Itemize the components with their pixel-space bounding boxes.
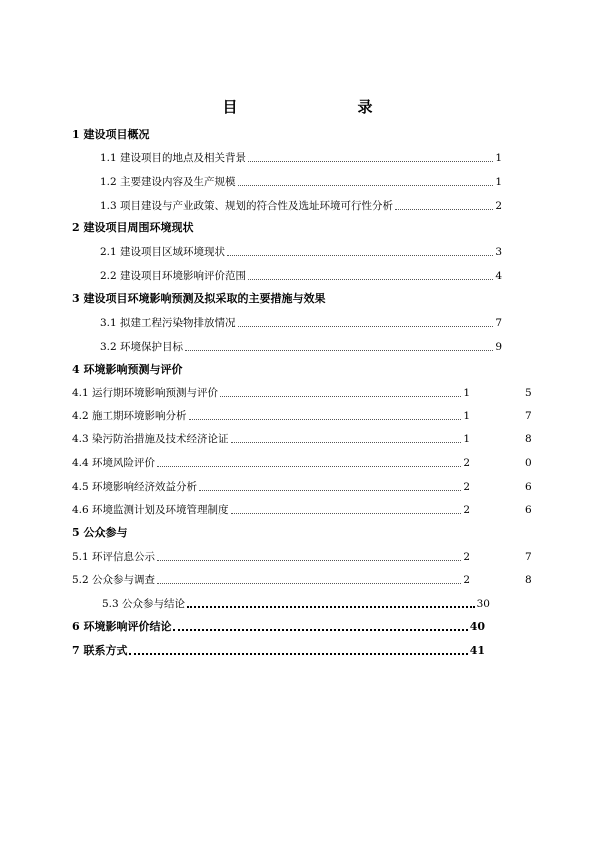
toc-page-number: 2 bbox=[495, 200, 502, 212]
toc-entry-label: 4.1 运行期环境影响预测与评价 bbox=[72, 387, 219, 399]
leader-dots bbox=[157, 559, 461, 561]
toc-entry-5-2[interactable] bbox=[72, 572, 470, 588]
leader-dots bbox=[395, 208, 493, 210]
toc-entry-4-5[interactable] bbox=[72, 479, 470, 495]
toc-title: 目 录 bbox=[222, 98, 403, 116]
leader-dots bbox=[173, 628, 467, 631]
toc-page-number: 2 bbox=[463, 457, 470, 469]
toc-entry-label: 4.4 环境风险评价 bbox=[72, 457, 156, 469]
leader-dots bbox=[248, 160, 493, 162]
toc-entry-label: 1.2 主要建设内容及生产规模 bbox=[100, 176, 236, 188]
toc-page-number: 9 bbox=[495, 341, 502, 353]
toc-entry-label: 1.3 项目建设与产业政策、规划的符合性及选址环境可行性分析 bbox=[100, 200, 394, 212]
toc-heading-5[interactable]: 5 公众参与 bbox=[72, 526, 128, 539]
leader-dots bbox=[231, 512, 462, 514]
toc-page-number: 1 bbox=[495, 152, 502, 164]
toc-entry-2-2[interactable] bbox=[100, 268, 502, 284]
toc-entry-1-1[interactable] bbox=[100, 150, 502, 166]
toc-page-number-part: 8 bbox=[525, 433, 532, 445]
toc-entry-4-1[interactable] bbox=[72, 385, 470, 401]
toc-heading-4[interactable]: 4 环境影响预测与评价 bbox=[72, 363, 183, 376]
toc-entry-4-4[interactable] bbox=[72, 455, 470, 471]
toc-entry-label: 6 环境影响评价结论 bbox=[72, 620, 172, 633]
leader-dots bbox=[129, 652, 467, 655]
toc-entry-label: 1.1 建设项目的地点及相关背景 bbox=[100, 152, 247, 164]
toc-page-number: 7 bbox=[495, 317, 502, 329]
toc-entry-4-6[interactable] bbox=[72, 502, 470, 518]
toc-entry-3-1[interactable] bbox=[100, 315, 502, 331]
toc-heading-6[interactable] bbox=[72, 619, 485, 635]
toc-entry-5-3[interactable] bbox=[102, 596, 490, 612]
leader-dots bbox=[238, 325, 494, 327]
toc-entry-label: 5.2 公众参与调查 bbox=[72, 574, 156, 586]
toc-heading-1[interactable]: 1 建设项目概况 bbox=[72, 128, 150, 141]
toc-entry-4-3[interactable] bbox=[72, 431, 470, 447]
leader-dots bbox=[199, 489, 461, 491]
toc-heading-3[interactable]: 3 建设项目环境影响预测及拟采取的主要措施与效果 bbox=[72, 292, 326, 305]
toc-page-number-part: 0 bbox=[525, 457, 532, 469]
toc-entry-label: 4.3 染污防治措施及技术经济论证 bbox=[72, 433, 229, 445]
toc-page-number-part: 7 bbox=[525, 551, 532, 563]
toc-entry-label: 3.1 拟建工程污染物排放情况 bbox=[100, 317, 236, 329]
toc-entry-4-2[interactable] bbox=[72, 408, 470, 424]
toc-entry-label: 2.1 建设项目区域环境现状 bbox=[100, 246, 226, 258]
leader-dots bbox=[248, 278, 493, 280]
toc-entry-label: 2.2 建设项目环境影响评价范围 bbox=[100, 270, 247, 282]
toc-page-number: 2 bbox=[463, 551, 470, 563]
toc-page-number: 1 bbox=[463, 433, 470, 445]
toc-entry-label: 5.1 环评信息公示 bbox=[72, 551, 156, 563]
toc-entry-1-2[interactable] bbox=[100, 174, 502, 190]
toc-page-number: 41 bbox=[469, 644, 485, 657]
toc-page-number: 1 bbox=[495, 176, 502, 188]
toc-page-number: 2 bbox=[463, 481, 470, 493]
toc-entry-2-1[interactable] bbox=[100, 244, 502, 260]
toc-entry-label: 3.2 环境保护目标 bbox=[100, 341, 184, 353]
toc-page-number-part: 8 bbox=[525, 574, 532, 586]
leader-dots bbox=[185, 349, 493, 351]
leader-dots bbox=[157, 465, 461, 467]
toc-entry-label: 4.5 环境影响经济效益分析 bbox=[72, 481, 198, 493]
toc-page-number: 40 bbox=[469, 620, 485, 633]
toc-entry-label: 5.3 公众参与结论 bbox=[102, 598, 186, 610]
toc-page-number: 30 bbox=[476, 598, 490, 610]
toc-entry-5-1[interactable] bbox=[72, 549, 470, 565]
toc-entry-3-2[interactable] bbox=[100, 339, 502, 355]
toc-entry-label: 4.6 环境监测计划及环境管理制度 bbox=[72, 504, 229, 516]
toc-page-number: 4 bbox=[495, 270, 502, 282]
toc-entry-label: 4.2 施工期环境影响分析 bbox=[72, 410, 187, 422]
toc-page-number-part: 5 bbox=[525, 387, 532, 399]
leader-dots bbox=[157, 582, 461, 584]
leader-dots bbox=[220, 395, 461, 397]
toc-page-number-part: 7 bbox=[525, 410, 532, 422]
toc-page-number: 2 bbox=[463, 504, 470, 516]
leader-dots bbox=[187, 605, 475, 608]
toc-entry-1-3[interactable] bbox=[100, 198, 502, 214]
leader-dots bbox=[227, 254, 493, 256]
toc-heading-2[interactable]: 2 建设项目周围环境现状 bbox=[72, 221, 194, 234]
toc-page-number-part: 6 bbox=[525, 481, 532, 493]
toc-page-number: 2 bbox=[463, 574, 470, 586]
toc-heading-7[interactable] bbox=[72, 643, 485, 659]
leader-dots bbox=[238, 184, 494, 186]
toc-page-number: 1 bbox=[463, 387, 470, 399]
leader-dots bbox=[231, 441, 462, 443]
toc-page-number: 3 bbox=[495, 246, 502, 258]
toc-entry-label: 7 联系方式 bbox=[72, 644, 128, 657]
leader-dots bbox=[189, 418, 462, 420]
toc-page-number: 1 bbox=[463, 410, 470, 422]
toc-page-number-part: 6 bbox=[525, 504, 532, 516]
